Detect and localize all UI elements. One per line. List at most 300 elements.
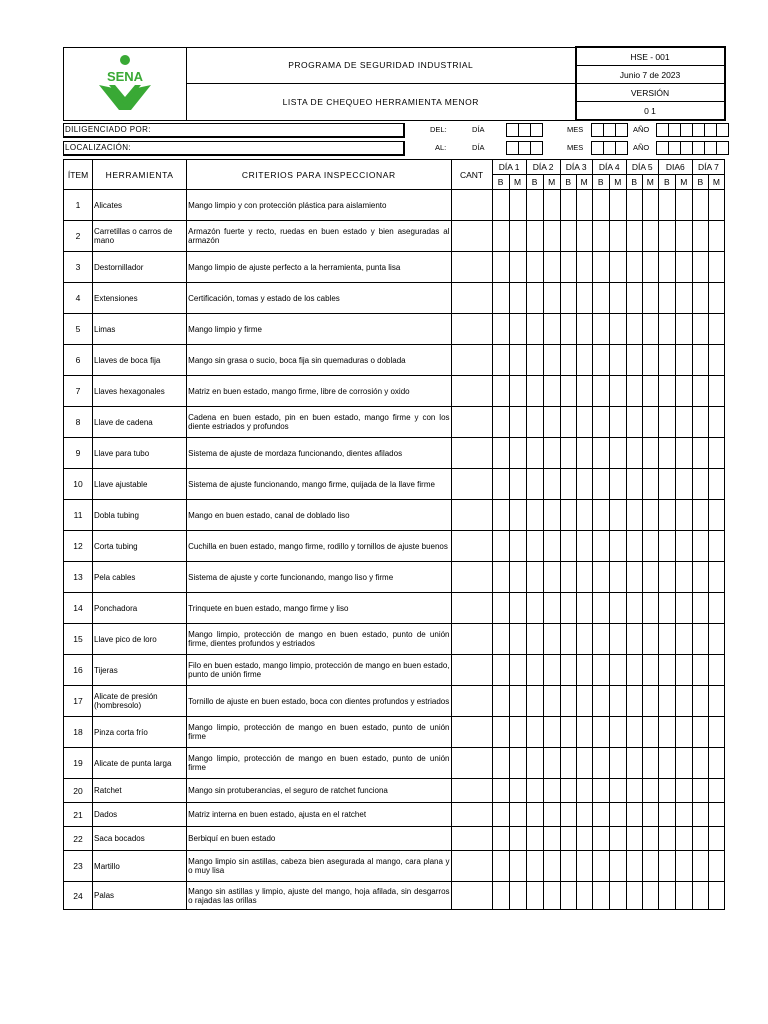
- day-1-bad-cell[interactable]: [509, 345, 526, 376]
- day-1-bad-cell[interactable]: [509, 562, 526, 593]
- day-3-bad-cell[interactable]: [576, 851, 592, 882]
- day-1-bad-cell[interactable]: [509, 531, 526, 562]
- day-3-good-cell[interactable]: [560, 438, 576, 469]
- day-2-good-cell[interactable]: [526, 624, 543, 655]
- day-1-good-cell[interactable]: [492, 438, 509, 469]
- quantity-cell[interactable]: [451, 221, 492, 252]
- day-4-good-cell[interactable]: [592, 882, 609, 910]
- day-3-good-cell[interactable]: [560, 655, 576, 686]
- day-4-bad-cell[interactable]: [609, 438, 626, 469]
- day-5-good-cell[interactable]: [626, 345, 642, 376]
- day-6-bad-cell[interactable]: [675, 562, 692, 593]
- day-7-good-cell[interactable]: [692, 779, 708, 803]
- day-1-bad-cell[interactable]: [509, 779, 526, 803]
- day-5-bad-cell[interactable]: [642, 531, 658, 562]
- day-2-bad-cell[interactable]: [543, 221, 560, 252]
- day-7-bad-cell[interactable]: [708, 283, 724, 314]
- day-2-good-cell[interactable]: [526, 717, 543, 748]
- day-2-good-cell[interactable]: [526, 221, 543, 252]
- day-2-good-cell[interactable]: [526, 562, 543, 593]
- day-3-good-cell[interactable]: [560, 469, 576, 500]
- day-6-bad-cell[interactable]: [675, 851, 692, 882]
- day-7-bad-cell[interactable]: [708, 827, 724, 851]
- day-5-bad-cell[interactable]: [642, 593, 658, 624]
- day-1-bad-cell[interactable]: [509, 827, 526, 851]
- day-7-bad-cell[interactable]: [708, 190, 724, 221]
- day-5-bad-cell[interactable]: [642, 190, 658, 221]
- day-6-good-cell[interactable]: [658, 376, 675, 407]
- day-3-good-cell[interactable]: [560, 314, 576, 345]
- day-6-good-cell[interactable]: [658, 407, 675, 438]
- day-5-bad-cell[interactable]: [642, 882, 658, 910]
- day-4-good-cell[interactable]: [592, 252, 609, 283]
- day-4-good-cell[interactable]: [592, 469, 609, 500]
- day-2-good-cell[interactable]: [526, 500, 543, 531]
- quantity-cell[interactable]: [451, 882, 492, 910]
- day-4-bad-cell[interactable]: [609, 593, 626, 624]
- day-7-good-cell[interactable]: [692, 686, 708, 717]
- quantity-cell[interactable]: [451, 407, 492, 438]
- day-5-bad-cell[interactable]: [642, 827, 658, 851]
- day-4-bad-cell[interactable]: [609, 686, 626, 717]
- day-1-good-cell[interactable]: [492, 221, 509, 252]
- day-1-bad-cell[interactable]: [509, 283, 526, 314]
- day-5-good-cell[interactable]: [626, 851, 642, 882]
- day-3-good-cell[interactable]: [560, 252, 576, 283]
- day-6-bad-cell[interactable]: [675, 882, 692, 910]
- day-7-good-cell[interactable]: [692, 562, 708, 593]
- day-1-good-cell[interactable]: [492, 686, 509, 717]
- day-2-good-cell[interactable]: [526, 748, 543, 779]
- day-4-good-cell[interactable]: [592, 593, 609, 624]
- day-3-bad-cell[interactable]: [576, 190, 592, 221]
- day-3-bad-cell[interactable]: [576, 283, 592, 314]
- day-7-good-cell[interactable]: [692, 717, 708, 748]
- day-4-good-cell[interactable]: [592, 655, 609, 686]
- day-3-good-cell[interactable]: [560, 717, 576, 748]
- day-5-good-cell[interactable]: [626, 407, 642, 438]
- day-5-bad-cell[interactable]: [642, 500, 658, 531]
- day-4-bad-cell[interactable]: [609, 314, 626, 345]
- day-5-good-cell[interactable]: [626, 624, 642, 655]
- day-1-good-cell[interactable]: [492, 882, 509, 910]
- day-1-good-cell[interactable]: [492, 779, 509, 803]
- quantity-cell[interactable]: [451, 190, 492, 221]
- day-4-good-cell[interactable]: [592, 407, 609, 438]
- day-6-bad-cell[interactable]: [675, 221, 692, 252]
- day-2-good-cell[interactable]: [526, 779, 543, 803]
- day-5-good-cell[interactable]: [626, 190, 642, 221]
- day-3-good-cell[interactable]: [560, 827, 576, 851]
- day-7-good-cell[interactable]: [692, 624, 708, 655]
- location-field[interactable]: [63, 141, 405, 156]
- day-1-good-cell[interactable]: [492, 717, 509, 748]
- to-month-boxes[interactable]: [592, 141, 628, 153]
- day-2-bad-cell[interactable]: [543, 500, 560, 531]
- day-4-good-cell[interactable]: [592, 438, 609, 469]
- day-6-bad-cell[interactable]: [675, 376, 692, 407]
- day-7-good-cell[interactable]: [692, 655, 708, 686]
- day-1-good-cell[interactable]: [492, 851, 509, 882]
- day-3-bad-cell[interactable]: [576, 562, 592, 593]
- day-7-bad-cell[interactable]: [708, 314, 724, 345]
- day-6-bad-cell[interactable]: [675, 686, 692, 717]
- day-7-good-cell[interactable]: [692, 407, 708, 438]
- day-2-bad-cell[interactable]: [543, 827, 560, 851]
- day-2-good-cell[interactable]: [526, 686, 543, 717]
- day-2-good-cell[interactable]: [526, 252, 543, 283]
- day-6-bad-cell[interactable]: [675, 803, 692, 827]
- day-5-bad-cell[interactable]: [642, 655, 658, 686]
- day-2-bad-cell[interactable]: [543, 882, 560, 910]
- day-4-bad-cell[interactable]: [609, 748, 626, 779]
- day-2-bad-cell[interactable]: [543, 748, 560, 779]
- day-7-bad-cell[interactable]: [708, 562, 724, 593]
- day-4-bad-cell[interactable]: [609, 345, 626, 376]
- day-7-good-cell[interactable]: [692, 500, 708, 531]
- day-7-bad-cell[interactable]: [708, 252, 724, 283]
- day-3-bad-cell[interactable]: [576, 624, 592, 655]
- day-6-good-cell[interactable]: [658, 882, 675, 910]
- day-7-good-cell[interactable]: [692, 593, 708, 624]
- day-7-bad-cell[interactable]: [708, 438, 724, 469]
- day-7-bad-cell[interactable]: [708, 882, 724, 910]
- day-1-good-cell[interactable]: [492, 283, 509, 314]
- day-7-bad-cell[interactable]: [708, 851, 724, 882]
- day-2-good-cell[interactable]: [526, 376, 543, 407]
- quantity-cell[interactable]: [451, 827, 492, 851]
- day-3-good-cell[interactable]: [560, 283, 576, 314]
- day-2-bad-cell[interactable]: [543, 283, 560, 314]
- filled-by-field[interactable]: [63, 123, 405, 138]
- day-2-good-cell[interactable]: [526, 531, 543, 562]
- day-3-good-cell[interactable]: [560, 748, 576, 779]
- day-4-good-cell[interactable]: [592, 827, 609, 851]
- day-7-bad-cell[interactable]: [708, 803, 724, 827]
- day-7-bad-cell[interactable]: [708, 624, 724, 655]
- day-1-bad-cell[interactable]: [509, 686, 526, 717]
- day-7-good-cell[interactable]: [692, 345, 708, 376]
- day-6-good-cell[interactable]: [658, 469, 675, 500]
- to-year-boxes[interactable]: [657, 141, 729, 153]
- day-4-bad-cell[interactable]: [609, 469, 626, 500]
- day-7-good-cell[interactable]: [692, 851, 708, 882]
- day-2-good-cell[interactable]: [526, 314, 543, 345]
- day-3-bad-cell[interactable]: [576, 345, 592, 376]
- day-6-good-cell[interactable]: [658, 562, 675, 593]
- day-1-good-cell[interactable]: [492, 593, 509, 624]
- day-4-good-cell[interactable]: [592, 190, 609, 221]
- day-1-bad-cell[interactable]: [509, 803, 526, 827]
- day-4-good-cell[interactable]: [592, 500, 609, 531]
- day-4-bad-cell[interactable]: [609, 283, 626, 314]
- day-6-bad-cell[interactable]: [675, 655, 692, 686]
- day-6-good-cell[interactable]: [658, 252, 675, 283]
- day-7-good-cell[interactable]: [692, 531, 708, 562]
- day-2-bad-cell[interactable]: [543, 469, 560, 500]
- day-3-good-cell[interactable]: [560, 882, 576, 910]
- day-6-good-cell[interactable]: [658, 593, 675, 624]
- quantity-cell[interactable]: [451, 717, 492, 748]
- day-5-bad-cell[interactable]: [642, 851, 658, 882]
- day-4-bad-cell[interactable]: [609, 531, 626, 562]
- day-4-bad-cell[interactable]: [609, 851, 626, 882]
- day-5-bad-cell[interactable]: [642, 438, 658, 469]
- day-1-good-cell[interactable]: [492, 531, 509, 562]
- day-2-good-cell[interactable]: [526, 438, 543, 469]
- day-4-good-cell[interactable]: [592, 779, 609, 803]
- day-6-bad-cell[interactable]: [675, 593, 692, 624]
- quantity-cell[interactable]: [451, 655, 492, 686]
- day-1-good-cell[interactable]: [492, 748, 509, 779]
- day-5-good-cell[interactable]: [626, 779, 642, 803]
- day-5-good-cell[interactable]: [626, 469, 642, 500]
- day-5-bad-cell[interactable]: [642, 314, 658, 345]
- quantity-cell[interactable]: [451, 562, 492, 593]
- quantity-cell[interactable]: [451, 851, 492, 882]
- day-1-good-cell[interactable]: [492, 803, 509, 827]
- day-1-bad-cell[interactable]: [509, 748, 526, 779]
- day-6-bad-cell[interactable]: [675, 531, 692, 562]
- day-2-good-cell[interactable]: [526, 655, 543, 686]
- day-3-bad-cell[interactable]: [576, 407, 592, 438]
- day-6-good-cell[interactable]: [658, 221, 675, 252]
- day-4-good-cell[interactable]: [592, 686, 609, 717]
- day-6-good-cell[interactable]: [658, 851, 675, 882]
- day-3-good-cell[interactable]: [560, 531, 576, 562]
- day-6-good-cell[interactable]: [658, 827, 675, 851]
- day-1-good-cell[interactable]: [492, 827, 509, 851]
- day-5-good-cell[interactable]: [626, 803, 642, 827]
- day-2-bad-cell[interactable]: [543, 314, 560, 345]
- quantity-cell[interactable]: [451, 376, 492, 407]
- day-5-good-cell[interactable]: [626, 882, 642, 910]
- day-4-bad-cell[interactable]: [609, 779, 626, 803]
- day-1-bad-cell[interactable]: [509, 252, 526, 283]
- day-2-bad-cell[interactable]: [543, 407, 560, 438]
- day-4-good-cell[interactable]: [592, 851, 609, 882]
- day-5-bad-cell[interactable]: [642, 779, 658, 803]
- quantity-cell[interactable]: [451, 438, 492, 469]
- quantity-cell[interactable]: [451, 593, 492, 624]
- day-1-bad-cell[interactable]: [509, 851, 526, 882]
- day-6-good-cell[interactable]: [658, 803, 675, 827]
- from-month-boxes[interactable]: [592, 123, 628, 135]
- day-3-good-cell[interactable]: [560, 221, 576, 252]
- day-6-bad-cell[interactable]: [675, 717, 692, 748]
- day-3-good-cell[interactable]: [560, 803, 576, 827]
- day-1-bad-cell[interactable]: [509, 717, 526, 748]
- day-1-bad-cell[interactable]: [509, 655, 526, 686]
- day-2-bad-cell[interactable]: [543, 686, 560, 717]
- day-2-bad-cell[interactable]: [543, 779, 560, 803]
- day-4-bad-cell[interactable]: [609, 500, 626, 531]
- day-3-good-cell[interactable]: [560, 593, 576, 624]
- day-1-good-cell[interactable]: [492, 376, 509, 407]
- day-3-bad-cell[interactable]: [576, 593, 592, 624]
- day-2-bad-cell[interactable]: [543, 624, 560, 655]
- quantity-cell[interactable]: [451, 314, 492, 345]
- quantity-cell[interactable]: [451, 803, 492, 827]
- day-5-bad-cell[interactable]: [642, 283, 658, 314]
- day-3-bad-cell[interactable]: [576, 500, 592, 531]
- quantity-cell[interactable]: [451, 624, 492, 655]
- day-5-good-cell[interactable]: [626, 562, 642, 593]
- day-5-good-cell[interactable]: [626, 531, 642, 562]
- day-2-good-cell[interactable]: [526, 190, 543, 221]
- day-2-bad-cell[interactable]: [543, 562, 560, 593]
- day-3-bad-cell[interactable]: [576, 655, 592, 686]
- day-4-good-cell[interactable]: [592, 283, 609, 314]
- day-4-good-cell[interactable]: [592, 717, 609, 748]
- day-5-bad-cell[interactable]: [642, 221, 658, 252]
- day-7-good-cell[interactable]: [692, 882, 708, 910]
- day-7-bad-cell[interactable]: [708, 469, 724, 500]
- day-5-bad-cell[interactable]: [642, 717, 658, 748]
- quantity-cell[interactable]: [451, 469, 492, 500]
- day-3-good-cell[interactable]: [560, 562, 576, 593]
- day-7-good-cell[interactable]: [692, 314, 708, 345]
- day-3-bad-cell[interactable]: [576, 221, 592, 252]
- day-2-bad-cell[interactable]: [543, 851, 560, 882]
- day-6-bad-cell[interactable]: [675, 314, 692, 345]
- day-7-bad-cell[interactable]: [708, 345, 724, 376]
- day-2-good-cell[interactable]: [526, 803, 543, 827]
- day-7-good-cell[interactable]: [692, 221, 708, 252]
- day-7-good-cell[interactable]: [692, 803, 708, 827]
- day-4-bad-cell[interactable]: [609, 717, 626, 748]
- day-6-bad-cell[interactable]: [675, 252, 692, 283]
- day-6-good-cell[interactable]: [658, 190, 675, 221]
- day-2-bad-cell[interactable]: [543, 252, 560, 283]
- from-year-boxes[interactable]: [657, 123, 729, 135]
- day-5-bad-cell[interactable]: [642, 686, 658, 717]
- day-5-bad-cell[interactable]: [642, 562, 658, 593]
- day-5-good-cell[interactable]: [626, 827, 642, 851]
- day-3-bad-cell[interactable]: [576, 882, 592, 910]
- day-6-good-cell[interactable]: [658, 779, 675, 803]
- day-6-bad-cell[interactable]: [675, 827, 692, 851]
- quantity-cell[interactable]: [451, 686, 492, 717]
- day-1-bad-cell[interactable]: [509, 500, 526, 531]
- quantity-cell[interactable]: [451, 500, 492, 531]
- day-4-bad-cell[interactable]: [609, 221, 626, 252]
- day-4-bad-cell[interactable]: [609, 827, 626, 851]
- day-3-good-cell[interactable]: [560, 500, 576, 531]
- day-1-bad-cell[interactable]: [509, 624, 526, 655]
- day-3-bad-cell[interactable]: [576, 252, 592, 283]
- day-7-good-cell[interactable]: [692, 748, 708, 779]
- day-2-good-cell[interactable]: [526, 827, 543, 851]
- day-3-good-cell[interactable]: [560, 190, 576, 221]
- day-5-bad-cell[interactable]: [642, 252, 658, 283]
- day-5-good-cell[interactable]: [626, 221, 642, 252]
- day-5-good-cell[interactable]: [626, 686, 642, 717]
- day-1-bad-cell[interactable]: [509, 190, 526, 221]
- day-6-bad-cell[interactable]: [675, 748, 692, 779]
- day-7-bad-cell[interactable]: [708, 748, 724, 779]
- day-6-bad-cell[interactable]: [675, 438, 692, 469]
- day-1-good-cell[interactable]: [492, 190, 509, 221]
- day-3-bad-cell[interactable]: [576, 803, 592, 827]
- day-3-bad-cell[interactable]: [576, 717, 592, 748]
- day-4-good-cell[interactable]: [592, 345, 609, 376]
- day-1-good-cell[interactable]: [492, 562, 509, 593]
- day-7-bad-cell[interactable]: [708, 376, 724, 407]
- day-4-good-cell[interactable]: [592, 376, 609, 407]
- day-4-bad-cell[interactable]: [609, 562, 626, 593]
- day-6-good-cell[interactable]: [658, 314, 675, 345]
- day-4-good-cell[interactable]: [592, 803, 609, 827]
- day-3-good-cell[interactable]: [560, 686, 576, 717]
- day-5-good-cell[interactable]: [626, 593, 642, 624]
- day-1-bad-cell[interactable]: [509, 407, 526, 438]
- day-4-bad-cell[interactable]: [609, 252, 626, 283]
- day-2-good-cell[interactable]: [526, 851, 543, 882]
- day-2-good-cell[interactable]: [526, 283, 543, 314]
- day-6-good-cell[interactable]: [658, 500, 675, 531]
- day-5-bad-cell[interactable]: [642, 407, 658, 438]
- day-4-bad-cell[interactable]: [609, 882, 626, 910]
- day-1-bad-cell[interactable]: [509, 882, 526, 910]
- day-6-good-cell[interactable]: [658, 531, 675, 562]
- day-7-bad-cell[interactable]: [708, 686, 724, 717]
- day-7-good-cell[interactable]: [692, 190, 708, 221]
- day-2-good-cell[interactable]: [526, 345, 543, 376]
- from-day-boxes[interactable]: [507, 123, 543, 135]
- day-3-good-cell[interactable]: [560, 376, 576, 407]
- day-5-good-cell[interactable]: [626, 438, 642, 469]
- quantity-cell[interactable]: [451, 779, 492, 803]
- day-7-bad-cell[interactable]: [708, 500, 724, 531]
- day-5-bad-cell[interactable]: [642, 803, 658, 827]
- day-1-bad-cell[interactable]: [509, 314, 526, 345]
- day-2-bad-cell[interactable]: [543, 717, 560, 748]
- day-5-good-cell[interactable]: [626, 655, 642, 686]
- day-2-bad-cell[interactable]: [543, 190, 560, 221]
- day-4-bad-cell[interactable]: [609, 624, 626, 655]
- day-7-good-cell[interactable]: [692, 827, 708, 851]
- day-6-bad-cell[interactable]: [675, 779, 692, 803]
- quantity-cell[interactable]: [451, 283, 492, 314]
- day-4-good-cell[interactable]: [592, 748, 609, 779]
- day-4-bad-cell[interactable]: [609, 655, 626, 686]
- day-5-good-cell[interactable]: [626, 252, 642, 283]
- day-5-good-cell[interactable]: [626, 314, 642, 345]
- day-3-bad-cell[interactable]: [576, 438, 592, 469]
- day-1-good-cell[interactable]: [492, 407, 509, 438]
- day-6-good-cell[interactable]: [658, 345, 675, 376]
- day-4-bad-cell[interactable]: [609, 190, 626, 221]
- day-2-good-cell[interactable]: [526, 882, 543, 910]
- day-7-good-cell[interactable]: [692, 376, 708, 407]
- day-1-good-cell[interactable]: [492, 252, 509, 283]
- day-4-good-cell[interactable]: [592, 314, 609, 345]
- day-5-good-cell[interactable]: [626, 500, 642, 531]
- day-1-bad-cell[interactable]: [509, 376, 526, 407]
- day-1-bad-cell[interactable]: [509, 221, 526, 252]
- day-5-good-cell[interactable]: [626, 283, 642, 314]
- day-5-bad-cell[interactable]: [642, 624, 658, 655]
- day-4-good-cell[interactable]: [592, 624, 609, 655]
- day-2-bad-cell[interactable]: [543, 593, 560, 624]
- day-1-bad-cell[interactable]: [509, 438, 526, 469]
- day-6-bad-cell[interactable]: [675, 345, 692, 376]
- day-6-good-cell[interactable]: [658, 438, 675, 469]
- day-4-bad-cell[interactable]: [609, 803, 626, 827]
- day-6-bad-cell[interactable]: [675, 469, 692, 500]
- day-4-good-cell[interactable]: [592, 531, 609, 562]
